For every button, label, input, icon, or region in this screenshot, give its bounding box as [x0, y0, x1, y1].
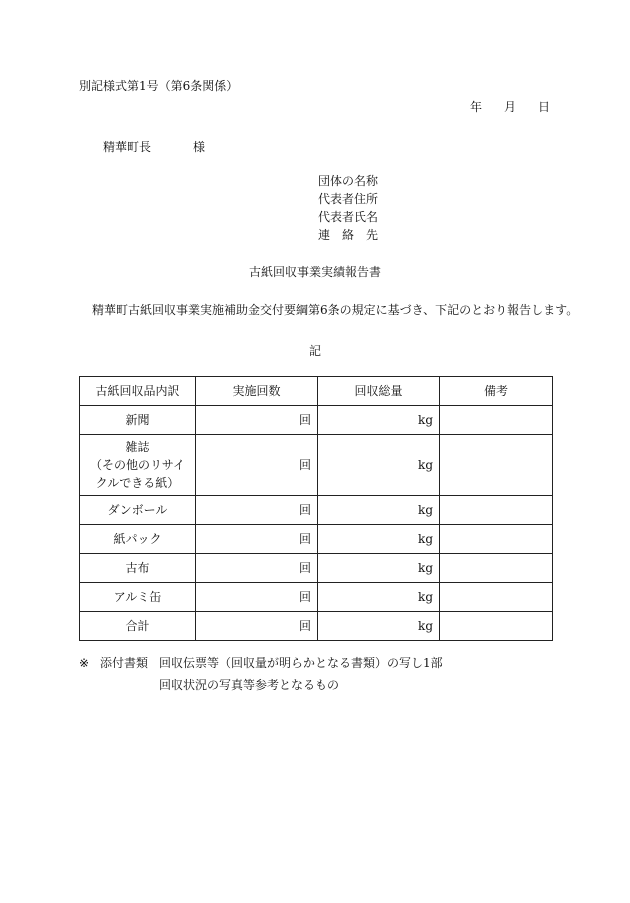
report-table	[79, 376, 553, 641]
count-cell[interactable]: 回	[196, 406, 318, 435]
row-item: アルミ缶	[80, 583, 196, 612]
remarks-cell[interactable]	[440, 583, 553, 612]
field-representative-address: 代表者住所	[318, 192, 379, 206]
addressee-name: 精華町長	[103, 140, 152, 154]
count-cell[interactable]: 回	[196, 435, 318, 496]
table-row	[80, 583, 553, 612]
table-row	[80, 496, 553, 525]
form-number: 別記様式第1号（第6条関係）	[79, 79, 239, 93]
attachment-line-2: 回収状況の写真等参考となるもの	[159, 678, 340, 692]
field-organization-name: 団体の名称	[318, 174, 379, 188]
weight-cell[interactable]: kg	[318, 496, 440, 525]
row-item: 古布	[80, 554, 196, 583]
row-item: ダンボール	[80, 496, 196, 525]
date-day-label: 日	[538, 100, 551, 114]
applicant-fields	[318, 175, 390, 247]
row-item-line: （その他のリサイ	[90, 458, 185, 472]
row-item	[80, 435, 196, 496]
date-year-label: 年	[470, 100, 483, 114]
remarks-cell[interactable]	[440, 525, 553, 554]
header-item: 古紙回収品内訳	[80, 377, 196, 406]
field-representative-name: 代表者氏名	[318, 210, 379, 224]
attachment-notes	[79, 657, 443, 701]
addressee	[103, 141, 205, 153]
count-cell[interactable]: 回	[196, 525, 318, 554]
table-row	[80, 554, 553, 583]
table-row	[80, 435, 553, 496]
count-cell[interactable]: 回	[196, 583, 318, 612]
attachment-line-1: 回収伝票等（回収量が明らかとなる書類）の写し1部	[159, 656, 443, 670]
table-row	[80, 406, 553, 435]
remarks-cell[interactable]	[440, 496, 553, 525]
count-cell[interactable]: 回	[196, 496, 318, 525]
intro-text: 精華町古紙回収事業実施補助金交付要綱第6条の規定に基づき、下記のとおり報告します。	[92, 303, 579, 317]
table-row-total	[80, 612, 553, 641]
count-cell[interactable]: 回	[196, 554, 318, 583]
attachment-label: 添付書類	[100, 656, 149, 670]
weight-cell[interactable]: kg	[318, 525, 440, 554]
weight-cell[interactable]: kg	[318, 435, 440, 496]
header-remarks: 備考	[440, 377, 553, 406]
date-line	[470, 101, 550, 113]
remarks-cell-total[interactable]	[440, 612, 553, 641]
addressee-honorific: 様	[193, 140, 206, 154]
count-cell-total[interactable]: 回	[196, 612, 318, 641]
remarks-cell[interactable]	[440, 554, 553, 583]
remarks-cell[interactable]	[440, 435, 553, 496]
remarks-cell[interactable]	[440, 406, 553, 435]
note-mark: ※	[79, 656, 90, 670]
header-weight: 回収総量	[318, 377, 440, 406]
table-header-row	[80, 377, 553, 406]
weight-cell[interactable]: kg	[318, 554, 440, 583]
weight-cell[interactable]: kg	[318, 406, 440, 435]
row-item-line: クルできる紙）	[95, 476, 180, 490]
field-contact: 連絡先	[318, 228, 391, 242]
row-item: 新聞	[80, 406, 196, 435]
ki-heading: 記	[308, 344, 321, 358]
weight-cell[interactable]: kg	[318, 583, 440, 612]
table-row	[80, 525, 553, 554]
row-item-line: 雑誌	[125, 440, 150, 454]
header-count: 実施回数	[196, 377, 318, 406]
row-item: 紙パック	[80, 525, 196, 554]
row-item-total: 合計	[80, 612, 196, 641]
document-title: 古紙回収事業実績報告書	[248, 265, 381, 279]
weight-cell-total[interactable]: kg	[318, 612, 440, 641]
date-month-label: 月	[504, 100, 517, 114]
